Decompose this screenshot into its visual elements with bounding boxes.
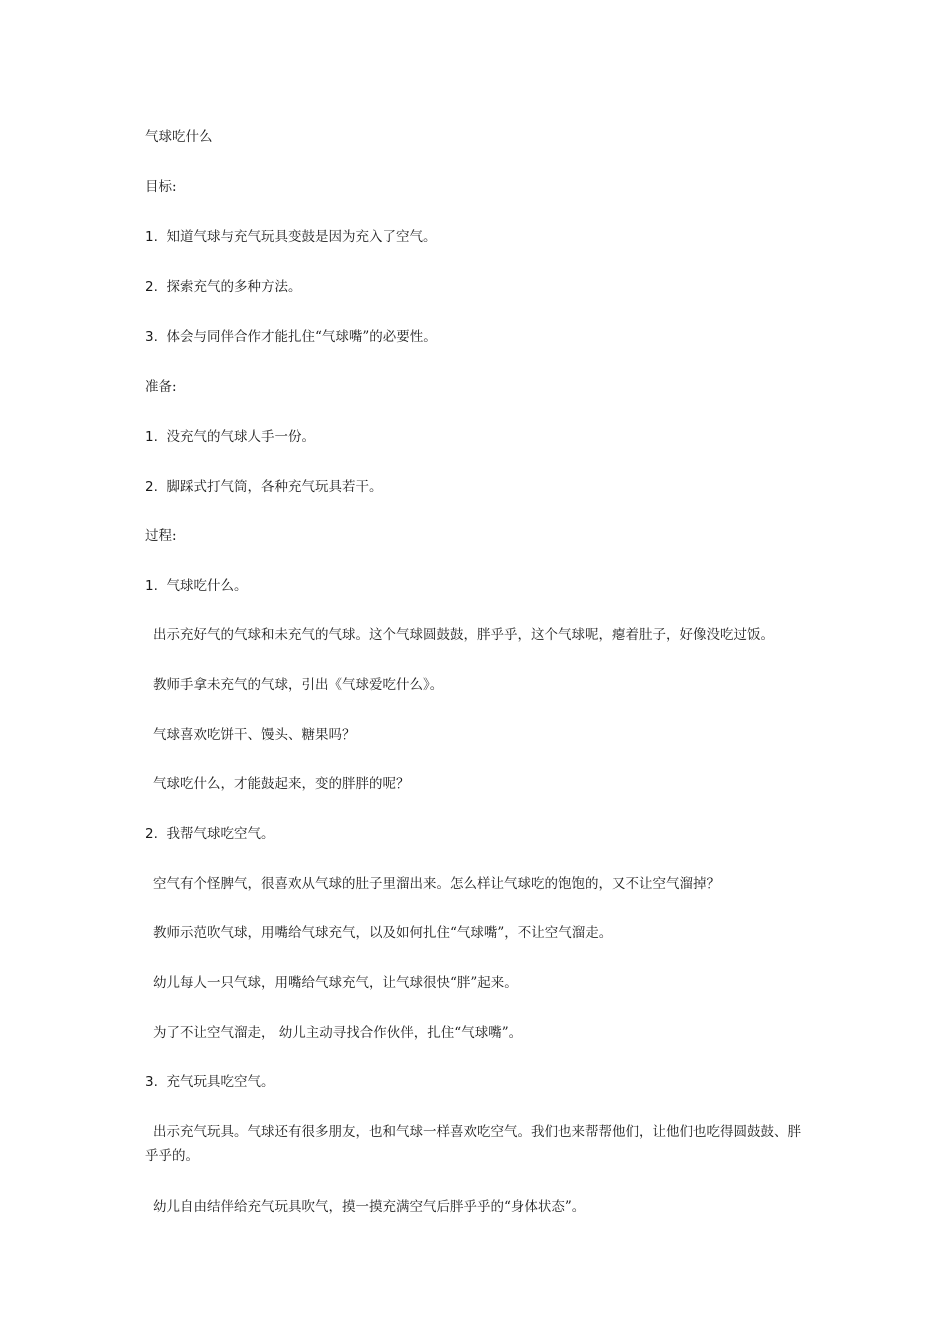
step-paragraph: 气球喜欢吃饼干、馒头、糖果吗？: [153, 727, 356, 743]
step-title-text: 气球吃什么。: [166, 578, 248, 594]
step-title: [145, 575, 815, 597]
step-paragraph: 教师示范吹气球，用嘴给气球充气，以及如何扎住“气球嘴”，不让空气溜走。: [153, 925, 613, 941]
step-paragraph: 出示充气玩具。气球还有很多朋友，也和气球一样喜欢吃空气。我们也来帮帮他们，让他们也吃得圆鼓鼓、胖乎乎的。: [145, 1124, 801, 1164]
goal-item: [145, 226, 815, 248]
goal-item: [145, 326, 815, 348]
goal-number: 3.: [145, 329, 158, 345]
step-paragraph: 幼儿每人一只气球，用嘴给气球充气，让气球很快“胖”起来。: [153, 975, 518, 991]
goal-text: 知道气球与充气玩具变鼓是因为充入了空气。: [166, 229, 437, 245]
step-number: 2.: [145, 826, 158, 842]
step-paragraph: 幼儿自由结伴给充气玩具吹气，摸一摸充满空气后胖乎乎的“身体状态”。: [153, 1199, 586, 1215]
process-heading: 过程:: [145, 528, 177, 544]
step-title-text: 充气玩具吃空气。: [166, 1074, 275, 1090]
step-number: 1.: [145, 578, 158, 594]
prep-text: 脚踩式打气筒，各种充气玩具若干。: [166, 479, 383, 495]
step-title: [145, 823, 815, 845]
step-paragraph: 空气有个怪脾气，很喜欢从气球的肚子里溜出来。怎么样让气球吃的饱饱的，又不让空气溜掉？: [153, 876, 720, 892]
step-number: 3.: [145, 1074, 158, 1090]
step-title: [145, 1071, 815, 1093]
prep-number: 2.: [145, 479, 158, 495]
prep-heading: 准备:: [145, 379, 177, 395]
step-paragraph: 出示充好气的气球和未充气的气球。这个气球圆鼓鼓，胖乎乎，这个气球呢，瘪着肚子，好像没吃过饭。: [153, 627, 774, 643]
goals-heading: 目标:: [145, 179, 177, 195]
step-paragraph: 为了不让空气溜走， 幼儿主动寻找合作伙伴，扎住“气球嘴”。: [153, 1025, 523, 1041]
document-title: 气球吃什么: [145, 129, 213, 145]
goal-text: 探索充气的多种方法。: [166, 279, 302, 295]
goal-number: 2.: [145, 279, 158, 295]
step-title-text: 我帮气球吃空气。: [166, 826, 275, 842]
prep-item: [145, 476, 815, 498]
goal-text: 体会与同伴合作才能扎住“气球嘴”的必要性。: [166, 329, 437, 345]
goal-number: 1.: [145, 229, 158, 245]
step-paragraph: 教师手拿未充气的气球，引出《气球爱吃什么》。: [153, 677, 444, 693]
goal-item: [145, 276, 815, 298]
prep-text: 没充气的气球人手一份。: [166, 429, 315, 445]
prep-number: 1.: [145, 429, 158, 445]
prep-item: [145, 426, 815, 448]
step-paragraph: 气球吃什么，才能鼓起来，变的胖胖的呢？: [153, 776, 410, 792]
